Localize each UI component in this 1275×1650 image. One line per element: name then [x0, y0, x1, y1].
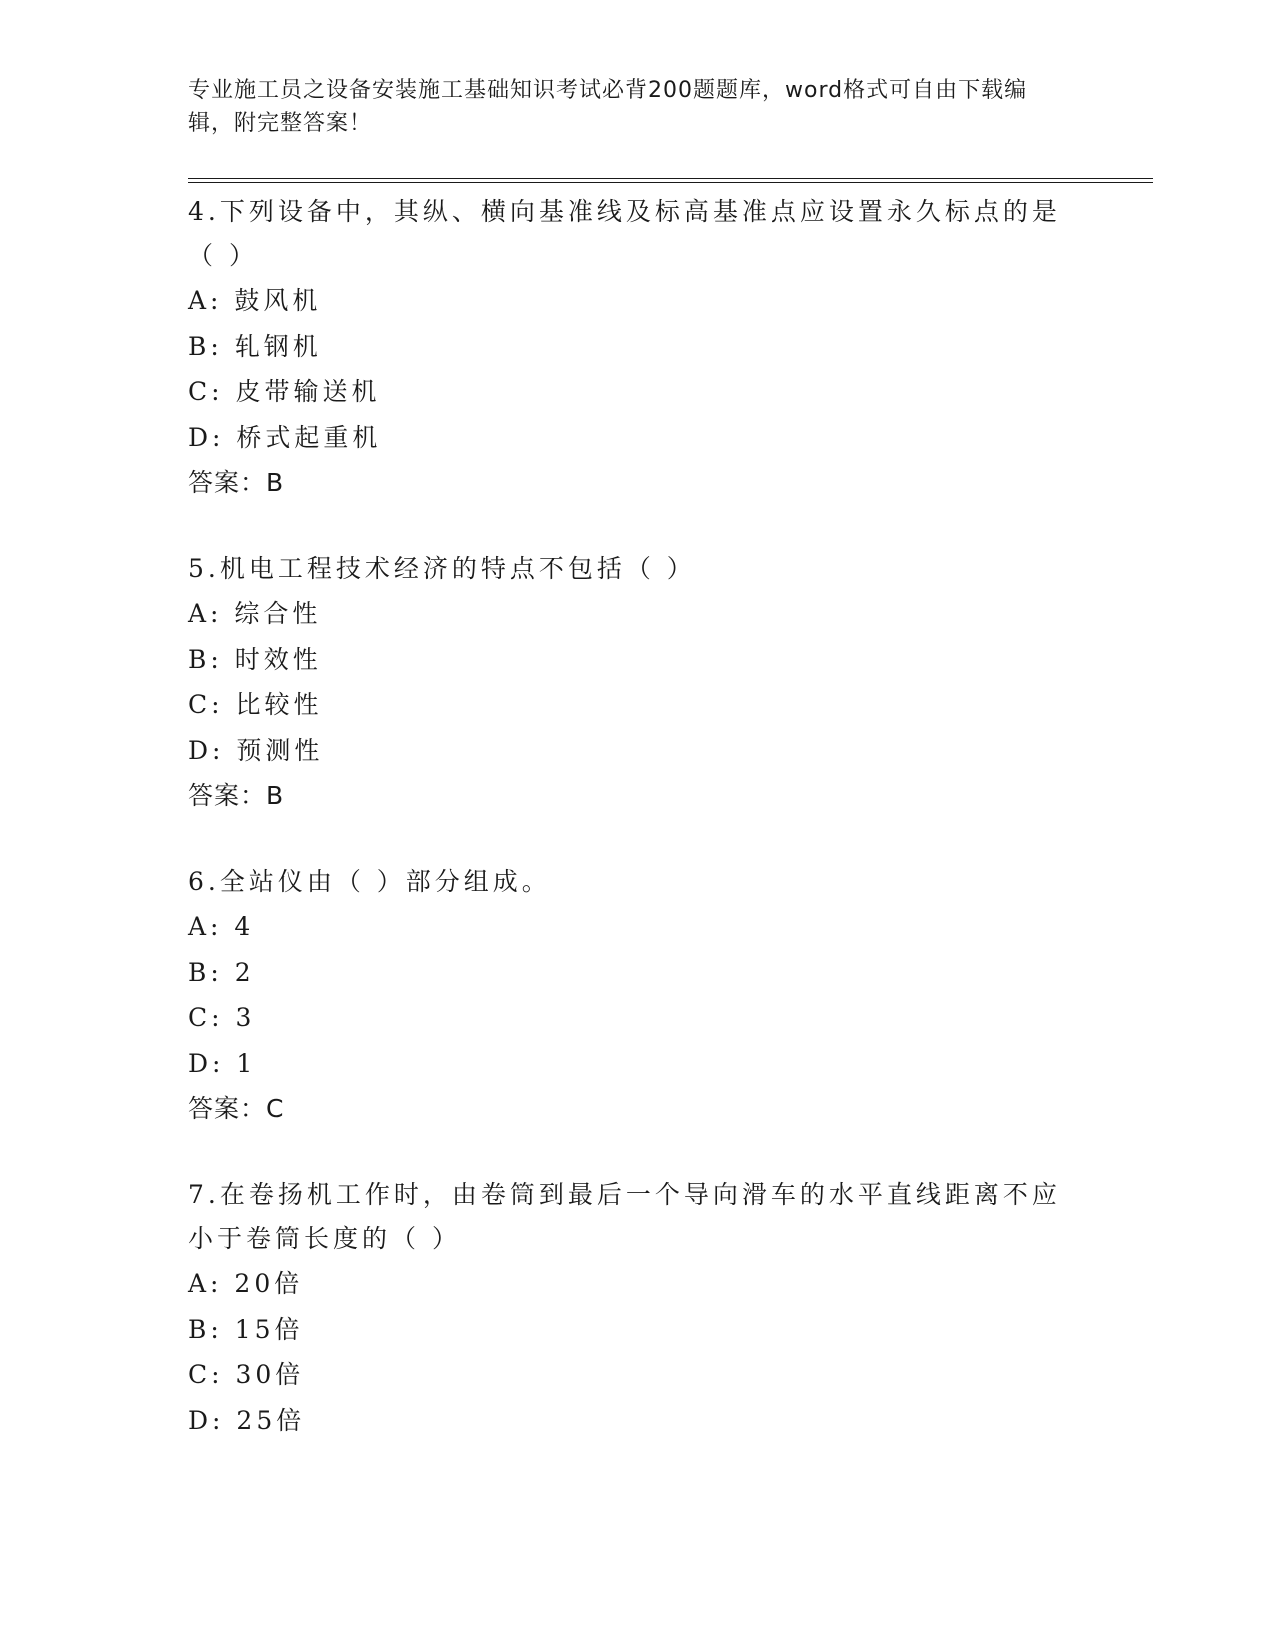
option-b: B: 轧钢机 — [188, 331, 322, 361]
header-divider — [188, 178, 1153, 183]
option-a: A: 综合性 — [188, 599, 322, 628]
option-c: C: 30倍 — [188, 1360, 305, 1389]
option-c: C: 比较性 — [188, 690, 323, 719]
option-a: A: 鼓风机 — [188, 286, 322, 315]
option-c: C: 皮带输送机 — [188, 377, 381, 406]
option-a: A: 4 — [188, 912, 255, 941]
answer-label: 答案：B — [188, 468, 285, 497]
option-d: D: 桥式起重机 — [188, 422, 382, 452]
option-a: A: 20倍 — [188, 1269, 304, 1298]
answer-label: 答案：B — [188, 781, 285, 810]
option-d: D: 1 — [188, 1048, 257, 1078]
option-d: D: 25倍 — [188, 1405, 306, 1435]
question-stem: 6.全站仪由（ ）部分组成。 — [188, 867, 551, 896]
option-c: C: 3 — [188, 1003, 256, 1032]
answer-label: 答案：C — [188, 1094, 285, 1123]
question-stem: 5.机电工程技术经济的特点不包括（ ） — [188, 554, 696, 583]
question-stem: 4.下列设备中，其纵、横向基准线及标高基准点应设置永久标点的是（ ） — [188, 197, 1061, 270]
question-list — [188, 190, 1088, 1485]
option-d: D: 预测性 — [188, 735, 324, 765]
question-stem: 7.在卷扬机工作时，由卷筒到最后一个导向滑车的水平直线距离不应小于卷筒长度的（ ） — [188, 1180, 1061, 1253]
question-item — [188, 1173, 1088, 1443]
question-item — [188, 547, 1088, 818]
question-item — [188, 860, 1088, 1131]
document-header: 专业施工员之设备安装施工基础知识考试必背200题题库，word格式可自由下载编辑，附完整答案！ — [188, 78, 1028, 136]
option-b: B: 15倍 — [188, 1314, 304, 1344]
option-b: B: 2 — [188, 957, 255, 987]
option-b: B: 时效性 — [188, 644, 322, 674]
question-item — [188, 190, 1088, 505]
